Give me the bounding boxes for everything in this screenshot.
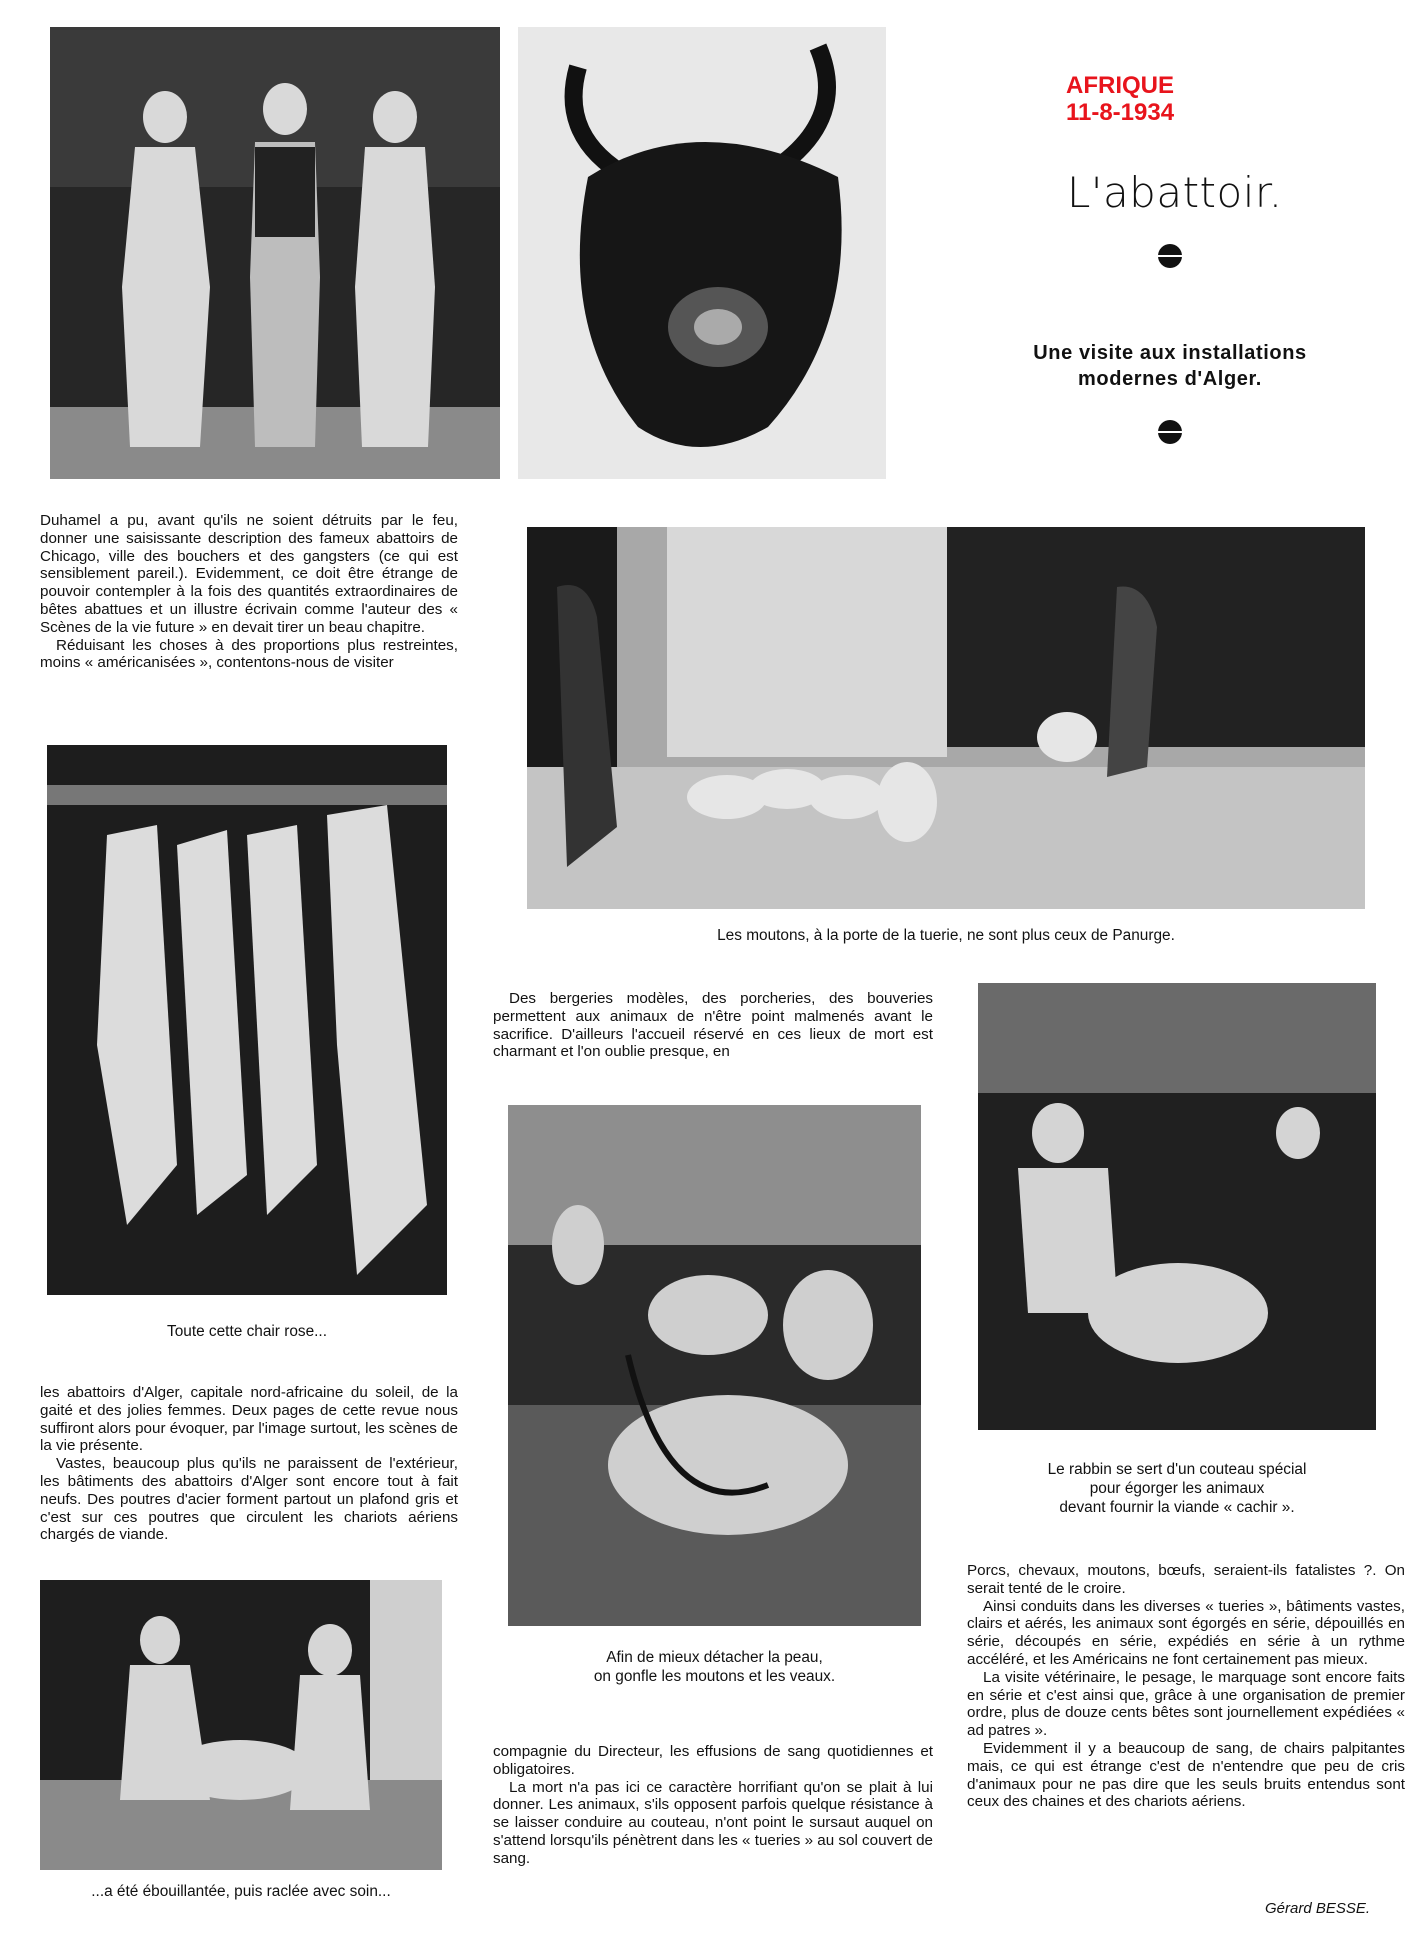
caption-rabbin <box>978 1460 1376 1517</box>
photo-three-butchers <box>50 27 500 479</box>
paragraph-11: Evidemment il y a beaucoup de sang, de chairs palpitantes mais, ce qui est étrange c'est de n'entendre que peu de cris d'animaux pour ne pas dire que les seuls bruits entendus sont ceux des chaines et des chariots aériens. <box>967 1739 1405 1811</box>
text-block-serie <box>967 1562 1405 1811</box>
caption-rabbin-line-3: devant fournir la viande « cachir ». <box>1059 1499 1295 1516</box>
photo-rabbi <box>978 983 1376 1430</box>
caption-peau-line-1: Afin de mieux détacher la peau, <box>606 1649 823 1666</box>
photo-scalded-pig <box>40 1580 442 1870</box>
text-block-mort <box>493 1743 933 1868</box>
stamp-publication: AFRIQUE <box>1066 72 1174 99</box>
photo-hanging-carcasses <box>47 745 447 1295</box>
separator-dot-bottom <box>1158 420 1182 444</box>
paragraph-9: Ainsi conduits dans les diverses « tueries », bâtiments vastes, clairs et aérés, les animaux sont égorgés en série, dépouillés en série, découpés en série, expédiés en série à un rythme accéléré, et les Américains ne font certainement pas mieux. <box>967 1597 1405 1668</box>
article-title: L'abattoir. <box>1067 168 1283 217</box>
paragraph-3: les abattoirs d'Alger, capitale nord-africaine du soleil, de la gaité et des jolies femmes. Deux pages de cette revue nous suffiront alors pour évoquer, par l'image surtout, les scènes de la vie présente. <box>40 1384 458 1455</box>
photo-sheep-at-door <box>527 527 1365 909</box>
source-stamp <box>1055 72 1185 126</box>
paragraph-5: Des bergeries modèles, des porcheries, des bouveries permettent aux animaux de n'être point malmenés avant le sacrifice. D'ailleurs l'accueil réservé en ces lieux de mort est charmant et l'on oublie presque, en <box>493 990 933 1061</box>
stamp-date: 11-8-1934 <box>1065 99 1175 126</box>
photo-bull-head <box>518 27 886 479</box>
paragraph-2: Réduisant les choses à des proportions plus restreintes, moins « américanisées », contentons-nous de visiter <box>40 636 458 672</box>
caption-peau-line-2: on gonfle les moutons et les veaux. <box>593 1668 836 1685</box>
author-signature: Gérard BESSE. <box>1265 1900 1371 1917</box>
text-block-intro <box>40 512 458 672</box>
photo-inflating-sheep <box>508 1105 921 1626</box>
caption-rabbin-line-2: pour égorger les animaux <box>1089 1480 1265 1497</box>
paragraph-1: Duhamel a pu, avant qu'ils ne soient détruits par le feu, donner une saisissante description des fameux abattoirs de Chicago, ville des bouchers et des gangsters (ce qui est sensiblement pareil.). Evidemment, ce doit être étrange de pouvoir contempler à la fois des quantités extraordinaires de bêtes abattues et un illustre écrivain comme l'auteur des « Scènes de la vie future » en devait tirer un beau chapitre. <box>40 512 458 636</box>
caption-sheep: Les moutons, à la porte de la tuerie, ne sont plus ceux de Panurge. <box>717 927 1175 944</box>
caption-chair: Toute cette chair rose... <box>167 1323 327 1340</box>
article-subtitle <box>980 340 1360 392</box>
paragraph-4: Vastes, beaucoup plus qu'ils ne paraissent de l'extérieur, les bâtiments des abattoirs d'Alger sont encore tout à fait neufs. Des poutres d'acier forment partout un plafond gris et c'est sur ces poutres que circulent les chariots aériens chargés de viande. <box>40 1455 458 1544</box>
paragraph-7: La mort n'a pas ici ce caractère horrifiant qu'on se plait à lui donner. Les animaux, s'ils opposent parfois quelque résistance à se laisser conduire au couteau, n'ont point le sursaut auquel on s'attend lorsqu'ils pénètrent dans les « tueries » au sol couvert de sang. <box>493 1778 933 1867</box>
subtitle-line-2: modernes d'Alger. <box>1078 368 1262 390</box>
text-block-alger <box>40 1384 458 1544</box>
paragraph-10: La visite vétérinaire, le pesage, le marquage sont encore faits en série et c'est ainsi que, grâce à une organisation de premier ordre, plus de douze cents bêtes sont journellement expédiées « ad patres ». <box>967 1668 1405 1740</box>
subtitle-line-1: Une visite aux installations <box>1033 342 1307 364</box>
paragraph-6: compagnie du Directeur, les effusions de sang quotidiennes et obligatoires. <box>493 1743 933 1778</box>
caption-ebouillantee: ...a été ébouillantée, puis raclée avec soin... <box>91 1883 391 1900</box>
paragraph-8: Porcs, chevaux, moutons, bœufs, seraient-ils fatalistes ?. On serait tenté de le croire. <box>967 1562 1405 1597</box>
text-block-bergeries <box>493 990 933 1061</box>
caption-rabbin-line-1: Le rabbin se sert d'un couteau spécial <box>1047 1461 1307 1478</box>
caption-peau <box>508 1648 921 1686</box>
separator-dot-top <box>1158 244 1182 268</box>
